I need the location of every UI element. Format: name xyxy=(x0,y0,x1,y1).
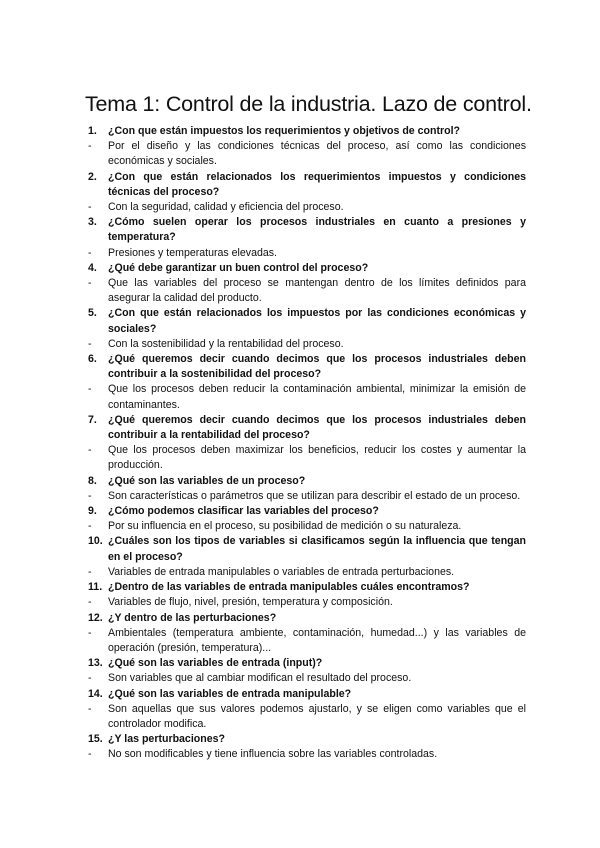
question-number: 11. xyxy=(88,581,103,594)
question-text: ¿Y dentro de las perturbaciones? xyxy=(108,611,277,624)
question-text: ¿Qué son las variables de un proceso? xyxy=(108,474,306,487)
answer-8 xyxy=(88,489,526,504)
question-text: ¿Qué queremos decir cuando decimos que los procesos industriales deben contribuir a la rentabilidad del proceso? xyxy=(108,413,526,442)
answer-text: Variables de flujo, nivel, presión, temperatura y composición. xyxy=(108,596,393,609)
bullet-dash: - xyxy=(88,672,92,685)
answer-11 xyxy=(88,595,526,610)
question-text: ¿Cuáles son los tipos de variables si clasificamos según la influencia que tengan en el proceso? xyxy=(108,535,526,563)
answer-text: Variables de entrada manipulables o variables de entrada perturbaciones. xyxy=(108,565,455,578)
answer-6 xyxy=(88,382,526,412)
qa-list xyxy=(88,124,526,763)
question-text: ¿Qué son las variables de entrada manipulable? xyxy=(108,687,352,700)
question-15 xyxy=(88,732,526,747)
question-3 xyxy=(88,215,526,245)
page-title: Tema 1: Control de la industria. Lazo de control. xyxy=(85,92,532,116)
question-10 xyxy=(88,534,526,564)
question-2 xyxy=(88,170,526,200)
answer-text: Por su influencia en el proceso, su posibilidad de medición o su naturaleza. xyxy=(108,520,462,533)
question-5 xyxy=(88,306,526,336)
question-8 xyxy=(88,474,526,489)
answer-2 xyxy=(88,200,526,215)
answer-3 xyxy=(88,246,526,261)
answer-text: Son aquellas que sus valores podemos ajustarlo, y se eligen como variables que el controlador modifica. xyxy=(108,702,526,730)
bullet-dash: - xyxy=(88,626,92,639)
question-number: 6. xyxy=(88,353,97,366)
answer-4 xyxy=(88,276,526,306)
question-number: 8. xyxy=(88,474,97,487)
answer-13 xyxy=(88,671,526,686)
bullet-dash: - xyxy=(88,140,92,153)
answer-5 xyxy=(88,337,526,352)
answer-text: Ambientales (temperatura ambiente, contaminación, humedad...) y las variables de operación (presión, temperatura)... xyxy=(108,626,526,654)
answer-text: Son variables que al cambiar modifican el resultado del proceso. xyxy=(108,672,412,685)
question-text: ¿Dentro de las variables de entrada manipulables cuáles encontramos? xyxy=(108,581,470,594)
question-number: 3. xyxy=(88,216,97,229)
question-7 xyxy=(88,413,526,443)
answer-text: No son modificables y tiene influencia sobre las variables controladas. xyxy=(108,748,438,761)
answer-text: Que las variables del proceso se mantengan dentro de los límites definidos para asegurar la calidad del producto. xyxy=(108,277,526,305)
question-6 xyxy=(88,352,526,382)
answer-1 xyxy=(88,139,526,169)
bullet-dash: - xyxy=(88,520,92,533)
question-13 xyxy=(88,656,526,671)
question-number: 5. xyxy=(88,307,97,320)
question-4 xyxy=(88,261,526,276)
question-14 xyxy=(88,687,526,702)
bullet-dash: - xyxy=(88,596,92,609)
bullet-dash: - xyxy=(88,383,92,396)
question-text: ¿Qué son las variables de entrada (input)? xyxy=(108,657,323,670)
question-text: ¿Con que están relacionados los impuestos por las condiciones económicas y sociales? xyxy=(108,307,526,335)
bullet-dash: - xyxy=(88,748,92,761)
question-text: ¿Con que están relacionados los requerimientos impuestos y condiciones técnicas del proceso? xyxy=(108,170,526,198)
question-number: 12. xyxy=(88,611,103,624)
answer-text: Son características o parámetros que se utilizan para describir el estado de un proceso. xyxy=(108,489,521,502)
answer-text: Que los procesos deben reducir la contaminación ambiental, minimizar la emisión de contaminantes. xyxy=(108,383,526,411)
question-11 xyxy=(88,580,526,595)
question-number: 15. xyxy=(88,733,103,746)
answer-text: Con la seguridad, calidad y eficiencia del proceso. xyxy=(108,201,344,214)
answer-10 xyxy=(88,565,526,580)
question-1 xyxy=(88,124,526,139)
question-text: ¿Qué queremos decir cuando decimos que los procesos industriales deben contribuir a la sostenibilidad del proceso? xyxy=(108,353,526,381)
bullet-dash: - xyxy=(88,277,92,290)
question-number: 4. xyxy=(88,261,97,274)
answer-text: Por el diseño y las condiciones técnicas del proceso, así como las condiciones económicas y sociales. xyxy=(108,140,526,168)
question-text: ¿Cómo suelen operar los procesos industriales en cuanto a presiones y temperatura? xyxy=(108,216,526,244)
question-number: 9. xyxy=(88,505,97,518)
bullet-dash: - xyxy=(88,246,92,259)
question-number: 13. xyxy=(88,657,103,670)
bullet-dash: - xyxy=(88,489,92,502)
question-text: ¿Qué debe garantizar un buen control del proceso? xyxy=(108,261,369,274)
question-text: ¿Con que están impuestos los requerimientos y objetivos de control? xyxy=(108,125,461,137)
answer-15 xyxy=(88,747,526,762)
question-text: ¿Cómo podemos clasificar las variables del proceso? xyxy=(108,505,379,518)
question-number: 10. xyxy=(88,535,103,548)
bullet-dash: - xyxy=(88,444,92,457)
answer-text: Presiones y temperaturas elevadas. xyxy=(108,246,277,259)
question-9 xyxy=(88,504,526,519)
bullet-dash: - xyxy=(88,565,92,578)
bullet-dash: - xyxy=(88,702,92,715)
answer-14 xyxy=(88,702,526,732)
question-12 xyxy=(88,611,526,626)
bullet-dash: - xyxy=(88,337,92,350)
question-number: 1. xyxy=(88,125,97,137)
question-number: 2. xyxy=(88,170,97,183)
answer-text: Que los procesos deben maximizar los beneficios, reducir los costes y aumentar la producción. xyxy=(108,444,526,472)
answer-9 xyxy=(88,519,526,534)
question-text: ¿Y las perturbaciones? xyxy=(108,733,225,746)
question-number: 14. xyxy=(88,687,103,700)
question-number: 7. xyxy=(88,413,97,426)
answer-7 xyxy=(88,443,526,473)
answer-text: Con la sostenibilidad y la rentabilidad del proceso. xyxy=(108,337,344,350)
bullet-dash: - xyxy=(88,201,92,214)
answer-12 xyxy=(88,626,526,656)
